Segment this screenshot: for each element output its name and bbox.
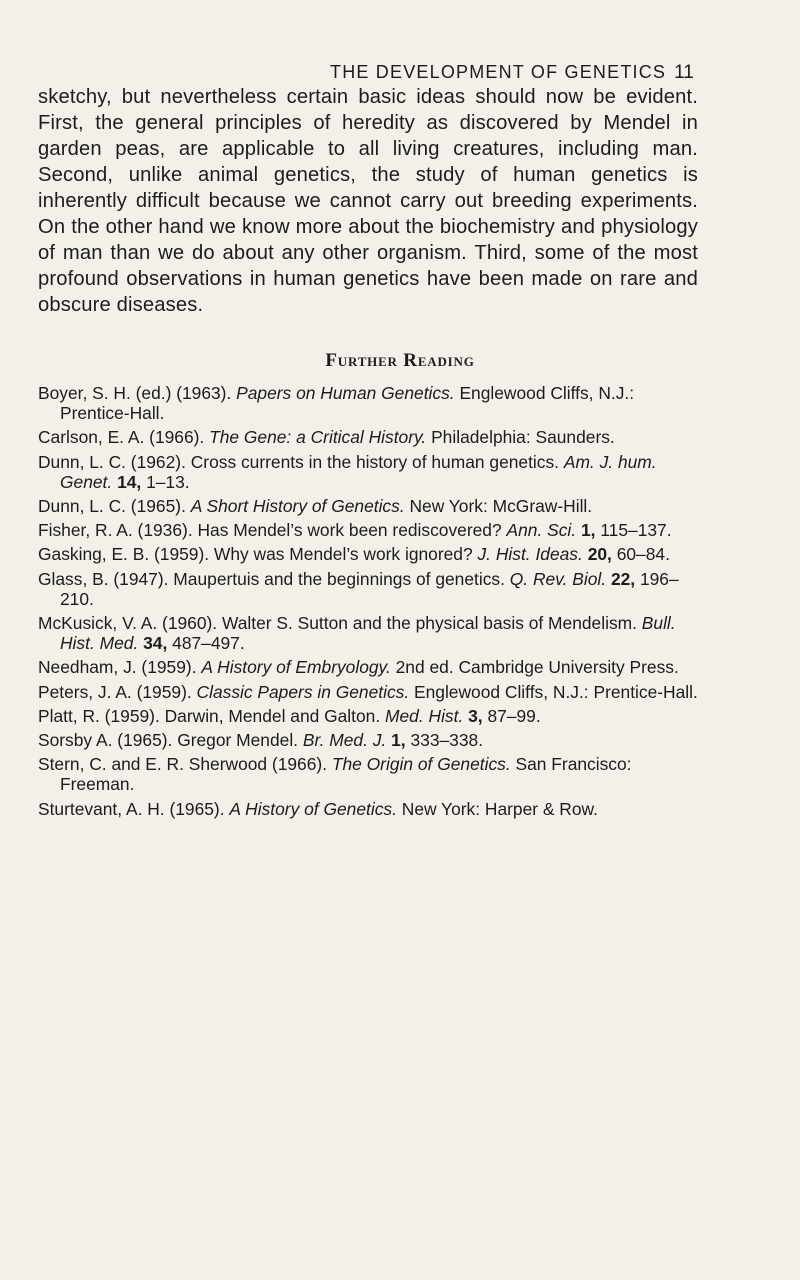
reference-item: Peters, J. A. (1959). Classic Papers in Genetics. Englewood Cliffs, N.J.: Prentice-Hall. <box>38 681 698 702</box>
reference-item: Needham, J. (1959). A History of Embryology. 2nd ed. Cambridge University Press. <box>38 657 679 678</box>
running-title: THE DEVELOPMENT OF GENETICS <box>330 62 667 82</box>
reference-item: Sturtevant, A. H. (1965). A History of Genetics. New York: Harper & Row. <box>38 798 598 819</box>
reference-item: Gasking, E. B. (1959). Why was Mendel’s work ignored? J. Hist. Ideas. 20, 60–84. <box>38 544 670 565</box>
running-head <box>330 62 694 84</box>
further-reading-heading: Further Reading <box>325 350 475 371</box>
reference-item: Glass, B. (1947). Maupertuis and the beginnings of genetics. Q. Rev. Biol. 22, 196–210. <box>38 568 679 609</box>
reference-list <box>38 383 708 823</box>
reference-item: Fisher, R. A. (1936). Has Mendel’s work been rediscovered? Ann. Sci. 1, 115–137. <box>38 520 672 541</box>
reference-item: Carlson, E. A. (1966). The Gene: a Critical History. Philadelphia: Saunders. <box>38 427 615 448</box>
reference-item: Dunn, L. C. (1962). Cross currents in the history of human genetics. Am. J. hum. Genet. 14, 1–13. <box>38 451 657 492</box>
reference-item: Sorsby A. (1965). Gregor Mendel. Br. Med. J. 1, 333–338. <box>38 730 484 751</box>
body-paragraph: sketchy, but nevertheless certain basic ideas should now be evident. First, the general principles of heredity as discovered by Mendel in garden peas, are applicable to all living creatures, including man. Second, unlike animal genetics, the study of human genetics is inherently difficult because we cannot carry out breeding experiments. On the other hand we know more about the biochemistry and physiology of man than we do about any other organism. Third, some of the most profound observations in human genetics have been made on rare and obscure diseases. <box>38 86 698 316</box>
reference-item: Dunn, L. C. (1965). A Short History of Genetics. New York: McGraw-Hill. <box>38 496 593 517</box>
reference-item: McKusick, V. A. (1960). Walter S. Sutton and the physical basis of Mendelism. Bull. Hist. Med. 34, 487–497. <box>38 613 676 654</box>
page-number: 11 <box>674 62 694 83</box>
reference-item: Platt, R. (1959). Darwin, Mendel and Galton. Med. Hist. 3, 87–99. <box>38 705 541 726</box>
reference-item: Stern, C. and E. R. Sherwood (1966). The Origin of Genetics. San Francisco: Freeman. <box>38 754 632 795</box>
reference-item: Boyer, S. H. (ed.) (1963). Papers on Human Genetics. Englewood Cliffs, N.J.: Prentice-Hall. <box>38 383 635 424</box>
